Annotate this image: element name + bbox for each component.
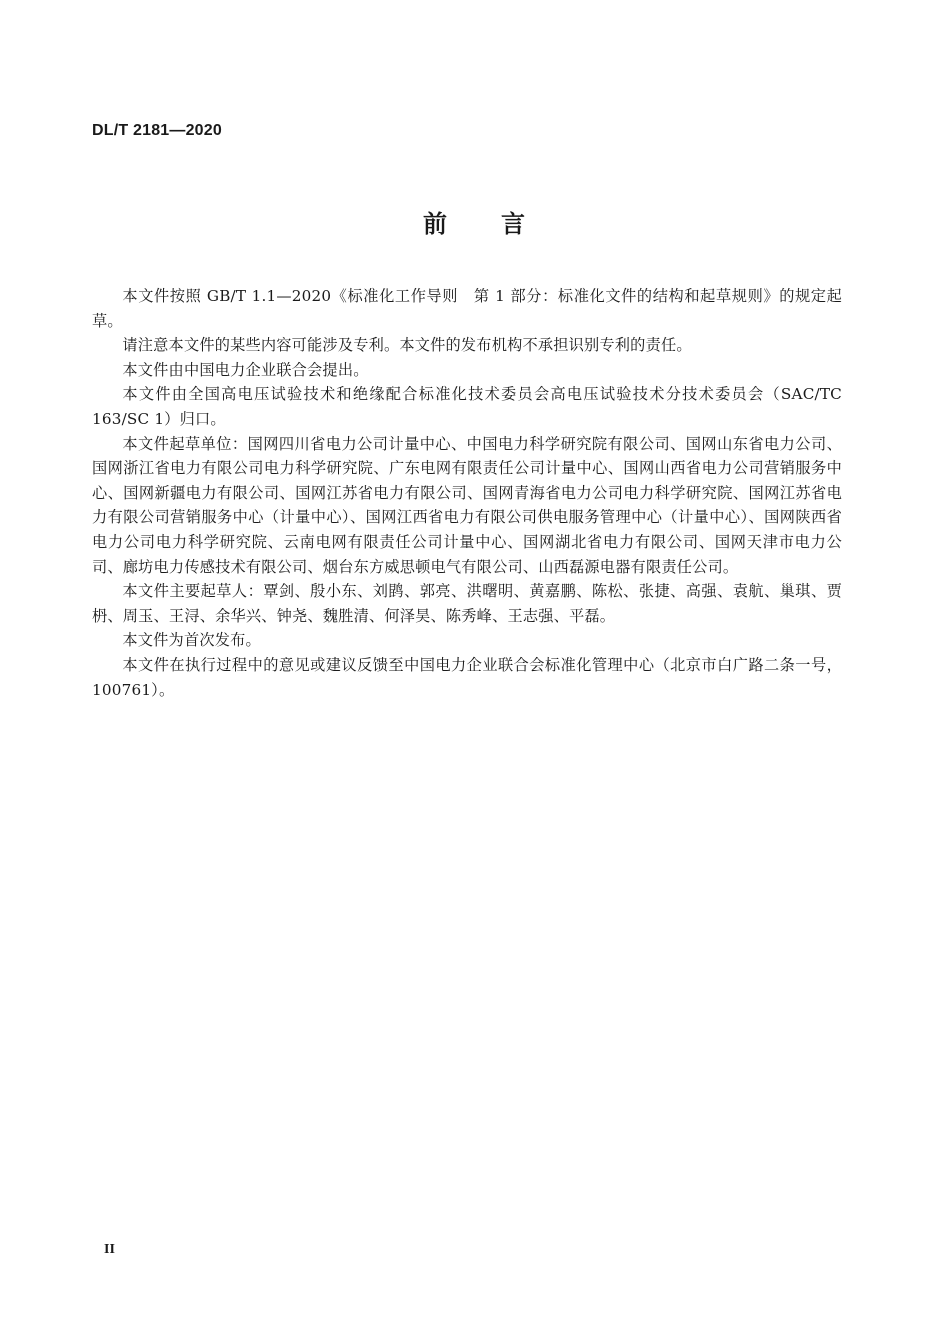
paragraph-technical-committee: 本文件由全国高电压试验技术和绝缘配合标准化技术委员会高电压试验技术分技术委员会（SAC/TC 163/SC 1）归口。	[92, 385, 842, 428]
paragraph-first-release: 本文件为首次发布。	[122, 631, 261, 650]
paragraph-patent-notice: 请注意本文件的某些内容可能涉及专利。本文件的发布机构不承担识别专利的责任。	[122, 336, 692, 355]
paragraph-main-drafters: 本文件主要起草人：覃剑、殷小东、刘鹍、郭亮、洪曙明、黄嘉鹏、陈松、张捷、高强、袁航、巢琪、贾枬、周玉、王浔、余华兴、钟尧、魏胜清、何泽昊、陈秀峰、王志强、平磊。	[92, 582, 842, 625]
section-title-part-1: 前	[423, 210, 449, 238]
paragraph-drafting-rules: 本文件按照 GB/T 1.1—2020《标准化工作导则 第 1 部分：标准化文件的结构和起草规则》的规定起草。	[92, 287, 842, 330]
section-title-part-2: 言	[501, 210, 527, 238]
paragraph-proposer: 本文件由中国电力企业联合会提出。	[122, 360, 369, 379]
foreword-body	[92, 284, 842, 702]
paragraph-drafting-organizations: 本文件起草单位：国网四川省电力公司计量中心、中国电力科学研究院有限公司、国网山东省电力公司、国网浙江省电力有限公司电力科学研究院、广东电网有限责任公司计量中心、国网山西省电力公司营销服务中心、国网新疆电力有限公司、国网江苏省电力有限公司、国网青海省电力公司电力科学研究院、国网江苏省电力有限公司营销服务中心（计量中心）、国网江西省电力有限公司供电服务管理中心（计量中心）、国网陕西省电力公司电力科学研究院、云南电网有限责任公司计量中心、国网湖北省电力有限公司、国网天津市电力公司、廊坊电力传感技术有限公司、烟台东方威思顿电气有限公司、山西磊源电器有限责任公司。	[92, 434, 842, 576]
paragraph-feedback-contact: 本文件在执行过程中的意见或建议反馈至中国电力企业联合会标准化管理中心（北京市白广路二条一号，100761）。	[92, 655, 842, 699]
document-code: DL/T 2181—2020	[92, 122, 222, 139]
section-title	[0, 204, 950, 239]
page-number: II	[104, 1242, 115, 1257]
